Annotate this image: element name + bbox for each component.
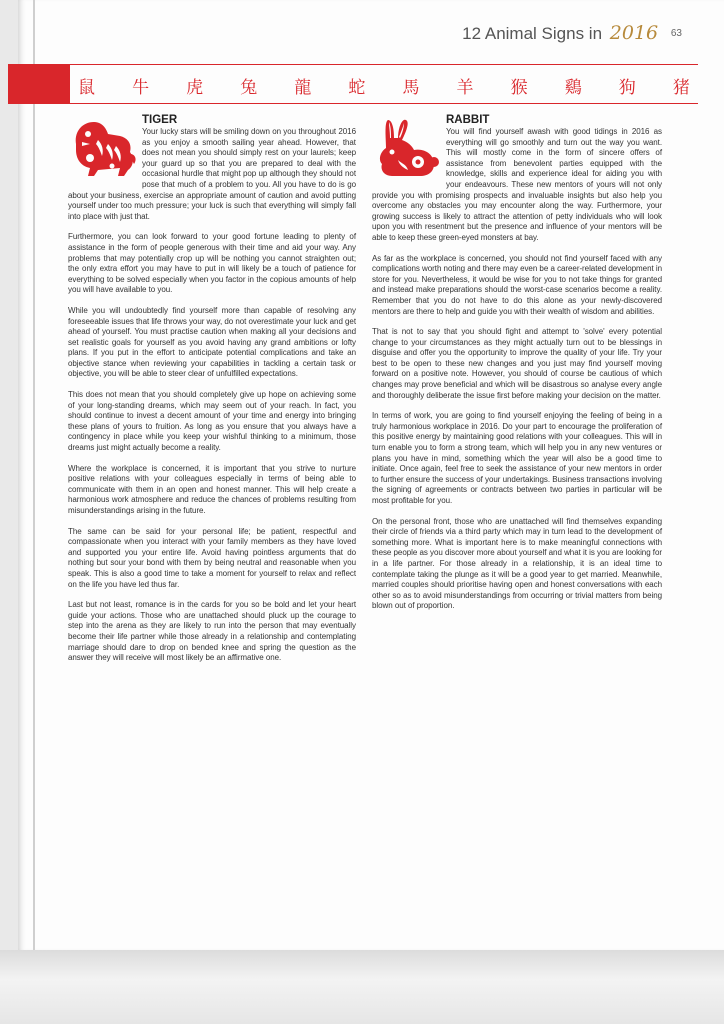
- zodiac-char-tiger: 虎: [186, 78, 204, 98]
- red-accent-block: [8, 64, 70, 104]
- rabbit-papercut-icon: [372, 114, 442, 186]
- tiger-papercut-icon: [68, 114, 138, 186]
- bar-bottom-rule: [70, 103, 698, 104]
- rabbit-paragraph-1: You will find yourself awash with good tidings in 2016 as everything will go smoothly and turn out the way you want. This will mostly come in the form of sincere offers of assistance from benevolent parties equipped with the knowledge, skills and experience ideal for aiding you with your endeavours. These new mentors of yours will not only provide you with promising prospects and invaluable insights but also help you overcome any obstacles you may encounter along the way. Furthermore, your growing success is likely to attract the attention of petty individuals who will look upon you with resentment but the presence and influence of your mentors will be able to keep these green-eyed monsters at bay.: [372, 127, 662, 242]
- zodiac-char-dog: 狗: [618, 78, 636, 98]
- zodiac-char-rat: 鼠: [78, 78, 95, 98]
- rabbit-paragraph-2: As far as the workplace is concerned, you should not find yourself faced with any complications worth noting and there may even be a career-related development in store for you. Nevertheless, it would be wise for you to not take things for granted and instead make preparations should the worst-case scenarios become a reality. Remember that you do not have to do this alone as your newly-discovered mentors are there to help and guide you with their wealth of wisdom and abilities.: [372, 253, 662, 316]
- header-title: 12 Animal Signs in: [462, 24, 603, 43]
- tiger-heading: TIGER: [142, 114, 178, 126]
- zodiac-char-horse: 馬: [402, 78, 420, 98]
- page-number: 63: [670, 28, 682, 39]
- tiger-section: [68, 114, 356, 674]
- rabbit-paragraph-3: That is not to say that you should fight and attempt to 'solve' every potential change to your circumstances as they might actually turn out to be blessings in disguise and offer you the opportunity to improve the quality of your life. Try your best to be open to these new changes and you just may find yourself moving forward on a positive note. However, you should of course be cautious of which changes may prove beneficial and which will be disastrous so analyse every angle and thoroughly deliberate the issue first before making your decision on the matter.: [372, 327, 662, 400]
- zodiac-char-rooster: 鷄: [564, 78, 582, 98]
- zodiac-char-pig: 猪: [672, 78, 690, 98]
- zodiac-char-goat: 羊: [456, 78, 474, 98]
- rabbit-paragraph-5: On the personal front, those who are unattached will find themselves expanding their circle of friends via a third party which may in turn lead to the development of something more. What is important here is to make meaningful connections with these people as you discover more about yourself and what it is you are looking for in a life partner. For those already in a relationship, it is an ideal time to contemplate taking the plunge as it will be a good year to get married. Meanwhile, married couples should prioritise having open and honest conversations with each other so as to avoid misunderstandings from occurring or trivial matters from being blown out of proportion.: [372, 516, 662, 611]
- zodiac-char-snake: 蛇: [348, 78, 366, 98]
- zodiac-character-bar: [8, 64, 698, 104]
- tiger-paragraph-6: The same can be said for your personal life; be patient, respectful and compassionate when you interact with your family members as they have loved and supported you your entire life. Avoid having pointless arguments that do nothing but sour your bond with them by being neutral and reasonable when you speak. This is also a good time to take a moment for yourself to relax and reflect on the life you have led thus far.: [68, 526, 356, 589]
- zodiac-char-rabbit: 兔: [240, 78, 258, 98]
- page-bottom-shadow: [0, 950, 724, 1024]
- rabbit-paragraph-4: In terms of work, you are going to find yourself enjoying the feeling of being in a truly harmonious workplace in 2016. Do your part to encourage the proliferation of this positive energy by maintaining good relations with your colleagues. This will in turn enable you to form a strong team, which will help you in any new ventures or plans you have in mind, something which the year will also be a good time to initiate. Once again, feel free to seek the assistance of your new mentors in order to further ensure the success of your undertakings. Business transactions involving the signing of agreements or contracts between two parties in particular will be most profitable for you.: [372, 411, 662, 505]
- zodiac-char-dragon: 龍: [294, 78, 312, 98]
- tiger-paragraph-2: Furthermore, you can look forward to your good fortune leading to plenty of assistance in the form of people generous with their time and aid your way. Any problems that may potentially crop up will be nothing you cannot straighten out; the only extra effort you may have to put in will likely be a touch of patience for everything to be solved especially when you factor in the copious amounts of help you will have available to you.: [68, 232, 356, 295]
- zodiac-char-monkey: 猴: [510, 78, 528, 98]
- tiger-paragraph-1: Your lucky stars will be smiling down on you throughout 2016 as you enjoy a smooth sailing year ahead. However, that does not mean you should simply rest on your laurels; keep your guard up so that you are prepared to deal with the occasional hurdle that might pop up although they should not pose that much of a problem to you. All you have to do is go about your business, exercise an appropriate amount of caution and avoid putting yourself under too much pressure; your luck is such that everything will simply fall into place with just that.: [68, 127, 356, 221]
- page-spine: [33, 0, 35, 1024]
- rabbit-section: [372, 114, 662, 622]
- tiger-paragraph-7: Last but not least, romance is in the cards for you so be bold and let your heart guide your actions. Those who are unattached should pluck up the courage to step into the arena as they are likely to run into the person that may eventually become their life partner while those already in a relationship and contemplating marriage should dare to drop on bended knee and spring the question as the answer they will receive will most likely be an affirmative one.: [68, 600, 356, 663]
- tiger-paragraph-3: While you will undoubtedly find yourself more than capable of resolving any foreseeable issues that life throws your way, do not overestimate your luck and get ahead of yourself. You must practise caution when making all your decisions and set realistic goals for yourself as you avoid having any grand ambitions or lofty plans. If you put in the effort to anticipate potential complications and take an objective stance when reviewing your capabilities in tackling a certain task or objective, you will be able to steer clear of unfulfilled expectations.: [68, 305, 356, 379]
- zodiac-char-ox: 牛: [132, 78, 150, 98]
- tiger-paragraph-5: Where the workplace is concerned, it is important that you strive to nurture positive relations with your colleagues especially in terms of being able to communicate with them in an open and honest manner. This will help create a harmonious work atmosphere and reduce the chances of problems resulting from misunderstandings arising in the future.: [68, 463, 356, 515]
- bar-top-rule: [70, 64, 698, 65]
- tiger-paragraph-4: This does not mean that you should completely give up hope on achieving some of your long-standing dreams, which may seem out of your reach. In fact, you should continue to invest a decent amount of your time and energy into bringing these plans of yours to fruition. As long as you ensure that you always have a contingency in place while you keep your wishful thinking to a minimum, those dreams just might actually become a reality.: [68, 390, 356, 453]
- header-year: 2016: [609, 22, 659, 44]
- rabbit-heading: RABBIT: [446, 114, 490, 126]
- page-header: [462, 22, 682, 44]
- zodiac-characters: [78, 73, 690, 98]
